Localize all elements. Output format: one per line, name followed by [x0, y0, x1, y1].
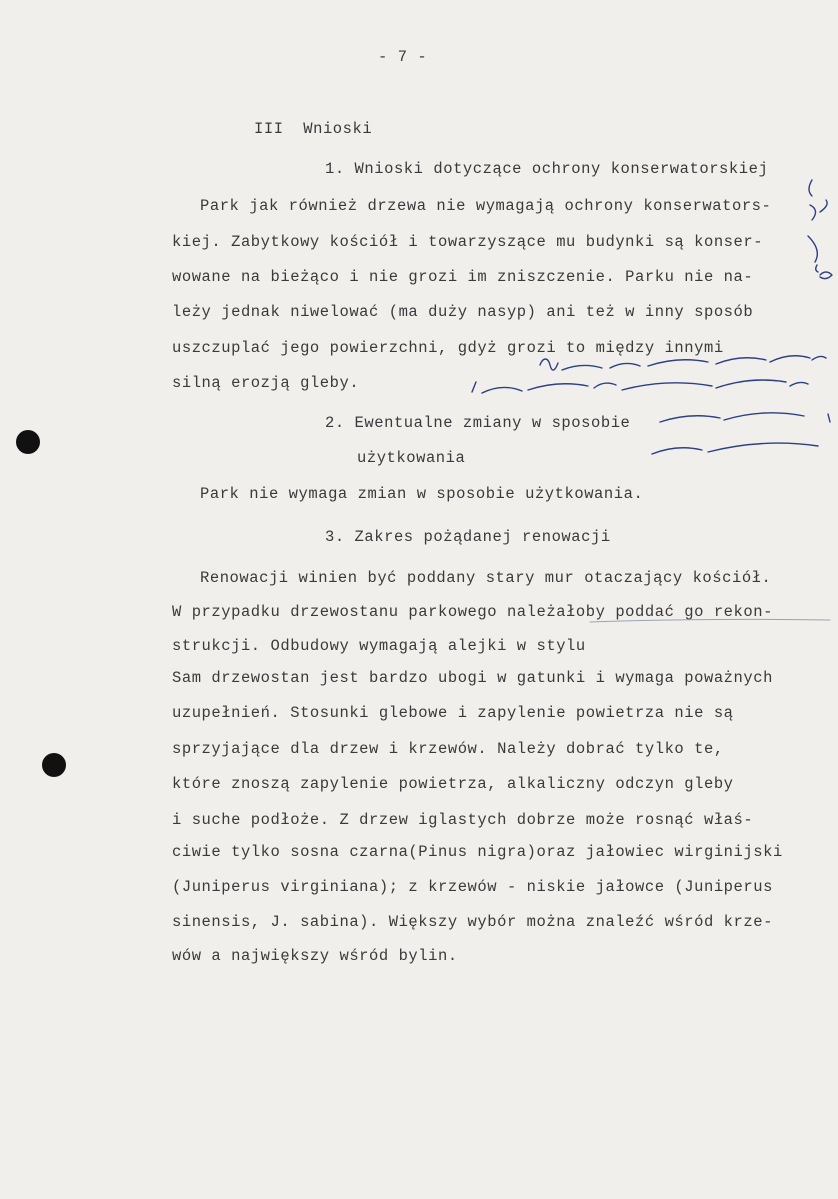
paragraph-line: leży jednak niwelować (ma duży nasyp) ani też w inny sposób — [172, 303, 754, 321]
paragraph-line: ciwie tylko sosna czarna(Pinus nigra)oraz jałowiec wirginijski — [172, 843, 783, 861]
subheading-renovation: 3. Zakres pożądanej renowacji — [325, 528, 611, 546]
paragraph-line: sinensis, J. sabina). Większy wybór można znaleźć wśród krze- — [172, 913, 773, 931]
paragraph-line: Renowacji winien być poddany stary mur otaczający kościół. — [200, 569, 772, 587]
page-number: - 7 - — [378, 48, 428, 66]
handwritten-line — [652, 443, 818, 454]
handwritten-line — [472, 380, 808, 393]
subheading-conservation: 1. Wnioski dotyczące ochrony konserwatorskiej — [325, 160, 769, 178]
paragraph-line: Park jak również drzewa nie wymagają ochrony konserwators- — [200, 197, 772, 215]
punch-hole — [16, 430, 40, 454]
margin-mark — [809, 180, 827, 220]
paragraph-line: uzupełnień. Stosunki glebowe i zapylenie powietrza nie są — [172, 704, 734, 722]
punch-hole — [42, 753, 66, 777]
paragraph-line: sprzyjające dla drzew i krzewów. Należy dobrać tylko te, — [172, 740, 724, 758]
paragraph-line: i suche podłoże. Z drzew iglastych dobrze może rosnąć właś- — [172, 811, 754, 829]
handwritten-line — [660, 413, 830, 422]
paragraph-line: Park nie wymaga zmian w sposobie użytkowania. — [200, 485, 644, 503]
paragraph-line: W przypadku drzewostanu parkowego należałoby poddać go rekon- — [172, 603, 773, 621]
paragraph-line: strukcji. Odbudowy wymagają alejki w stylu — [172, 637, 586, 655]
margin-mark — [808, 236, 818, 272]
paragraph-line: silną erozją gleby. — [172, 374, 360, 392]
subheading-changes: 2. Ewentualne zmiany w sposobie — [325, 414, 631, 432]
paragraph-line: kiej. Zabytkowy kościół i towarzyszące mu budynki są konser- — [172, 233, 764, 251]
section-heading: III Wnioski — [254, 120, 373, 138]
subheading-changes-cont: użytkowania — [357, 449, 466, 467]
paragraph-line: które znoszą zapylenie powietrza, alkaliczny odczyn gleby — [172, 775, 734, 793]
paragraph-line: uszczuplać jego powierzchni, gdyż grozi to między innymi — [172, 339, 724, 357]
handwritten-line — [540, 356, 826, 370]
paragraph-line: wowane na bieżąco i nie grozi im zniszczenie. Parku nie na- — [172, 268, 754, 286]
paragraph-line: Sam drzewostan jest bardzo ubogi w gatunki i wymaga poważnych — [172, 669, 773, 687]
paragraph-line: wów a największy wśród bylin. — [172, 947, 458, 965]
margin-mark — [820, 272, 832, 279]
paragraph-line: (Juniperus virginiana); z krzewów - niskie jałowce (Juniperus — [172, 878, 773, 896]
